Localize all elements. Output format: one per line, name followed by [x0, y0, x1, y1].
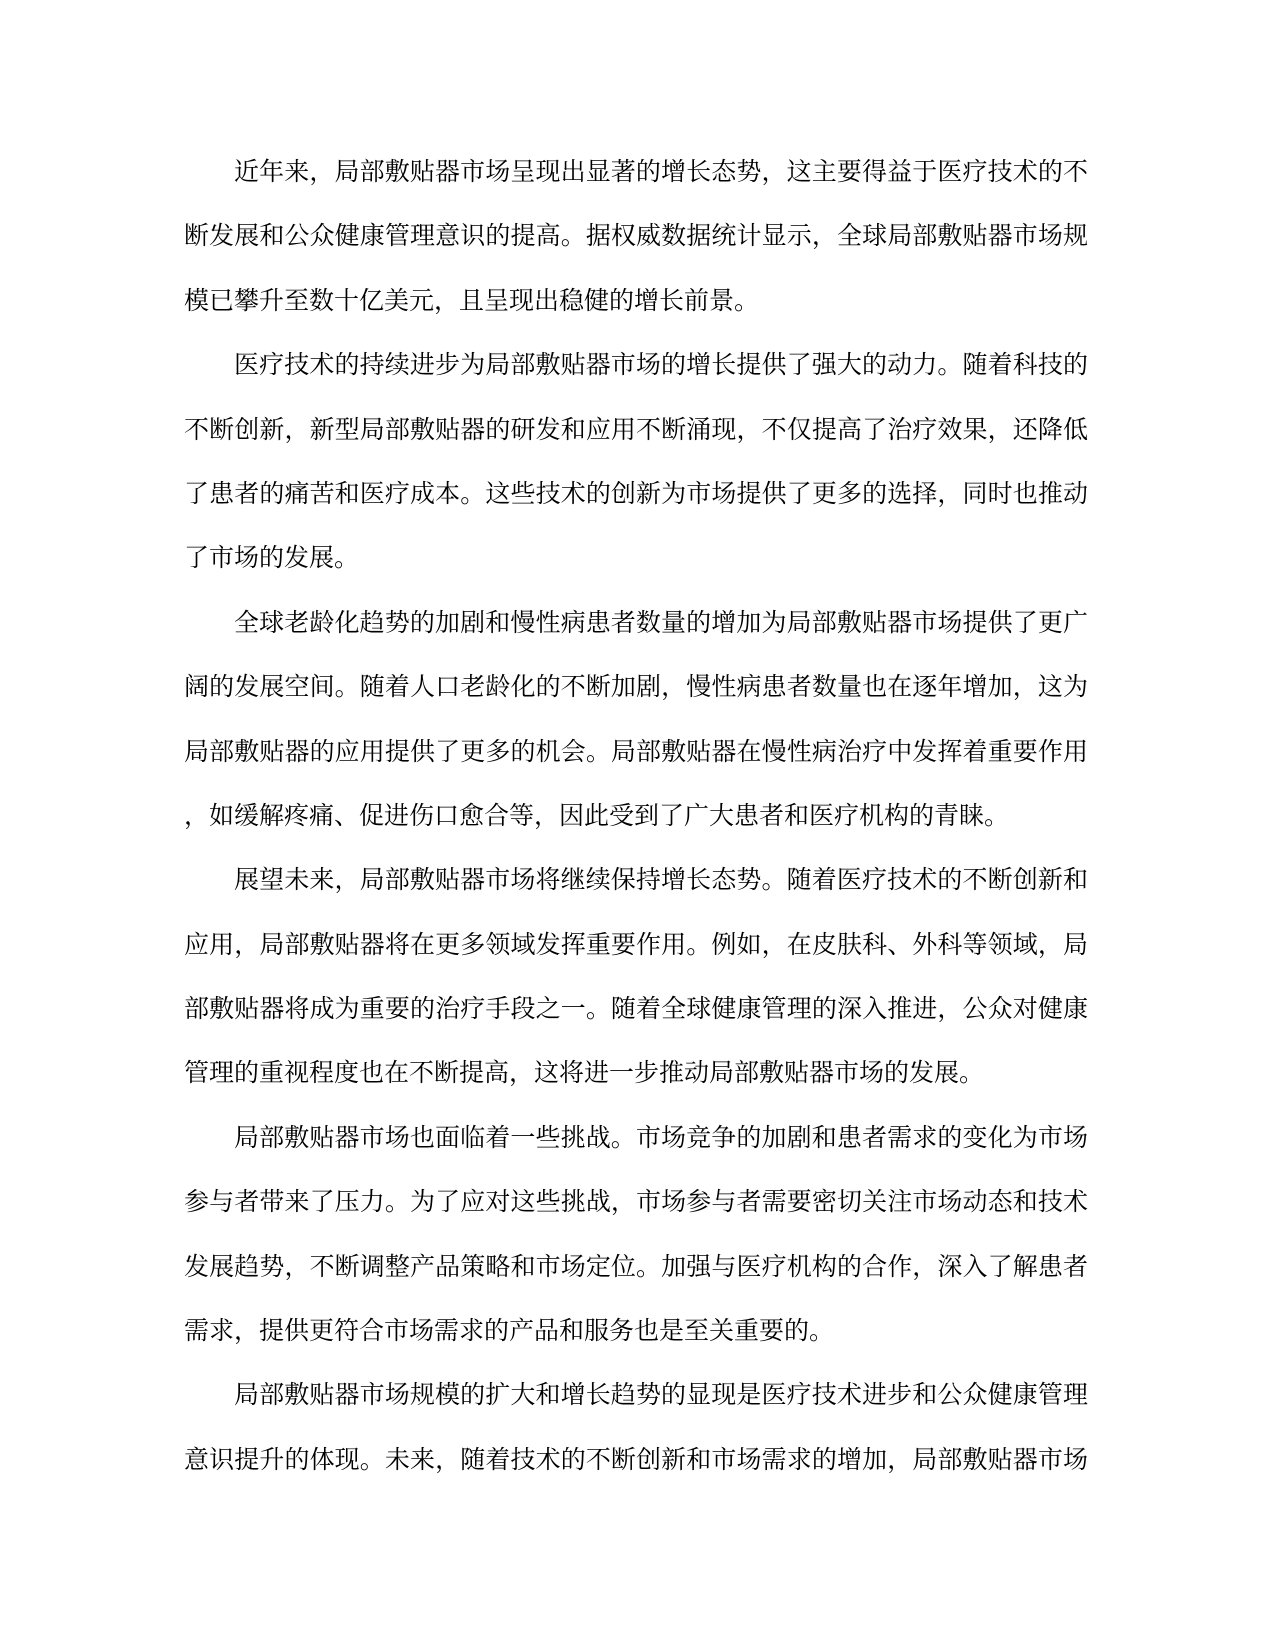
paragraph-5-line-4: 需求，提供更符合市场需求的产品和服务也是至关重要的。	[184, 1317, 835, 1346]
paragraph-4-line-4: 管理的重视程度也在不断提高，这将进一步推动局部敷贴器市场的发展。	[184, 1059, 985, 1088]
paragraph-4-line-2: 应用，局部敷贴器将在更多领域发挥重要作用。例如，在皮肤科、外科等领域，局	[184, 930, 1088, 959]
paragraph-1-line-3: 模已攀升至数十亿美元，且呈现出稳健的增长前景。	[184, 286, 760, 315]
paragraph-3-line-4: ，如缓解疼痛、促进伤口愈合等，因此受到了广大患者和医疗机构的青睐。	[184, 801, 1010, 830]
paragraph-5-line-2: 参与者带来了压力。为了应对这些挑战，市场参与者需要密切关注市场动态和技术	[184, 1188, 1088, 1217]
paragraph-2-line-2: 不断创新，新型局部敷贴器的研发和应用不断涌现，不仅提高了治疗效果，还降低	[184, 415, 1088, 444]
paragraph-1-line-1: 近年来，局部敷贴器市场呈现出显著的增长态势，这主要得益于医疗技术的不	[234, 158, 1088, 186]
paragraph-2-line-1: 医疗技术的持续进步为局部敷贴器市场的增长提供了强大的动力。随着科技的	[234, 351, 1088, 380]
paragraph-2-line-4: 了市场的发展。	[184, 544, 360, 573]
paragraph-6-line-1: 局部敷贴器市场规模的扩大和增长趋势的显现是医疗技术进步和公众健康管理	[234, 1381, 1088, 1410]
paragraph-3-line-3: 局部敷贴器的应用提供了更多的机会。局部敷贴器在慢性病治疗中发挥着重要作用	[184, 737, 1088, 766]
paragraph-1-line-2: 断发展和公众健康管理意识的提高。据权威数据统计显示，全球局部敷贴器市场规	[184, 222, 1088, 251]
text-block	[184, 140, 1088, 1492]
paragraph-4-line-3: 部敷贴器将成为重要的治疗手段之一。随着全球健康管理的深入推进，公众对健康	[184, 995, 1088, 1024]
paragraph-3-line-2: 阔的发展空间。随着人口老龄化的不断加剧，慢性病患者数量也在逐年增加，这为	[184, 673, 1088, 702]
paragraph-5-line-3: 发展趋势，不断调整产品策略和市场定位。加强与医疗机构的合作，深入了解患者	[184, 1252, 1088, 1281]
paragraph-2-line-3: 了患者的痛苦和医疗成本。这些技术的创新为市场提供了更多的选择，同时也推动	[184, 479, 1088, 508]
paragraph-6-line-2: 意识提升的体现。未来，随着技术的不断创新和市场需求的增加，局部敷贴器市场	[184, 1445, 1088, 1474]
paragraph-4-line-1: 展望未来，局部敷贴器市场将继续保持增长态势。随着医疗技术的不断创新和	[234, 866, 1088, 895]
paragraph-5-line-1: 局部敷贴器市场也面临着一些挑战。市场竞争的加剧和患者需求的变化为市场	[234, 1123, 1088, 1152]
paragraph-3-line-1: 全球老龄化趋势的加剧和慢性病患者数量的增加为局部敷贴器市场提供了更广	[234, 608, 1088, 637]
